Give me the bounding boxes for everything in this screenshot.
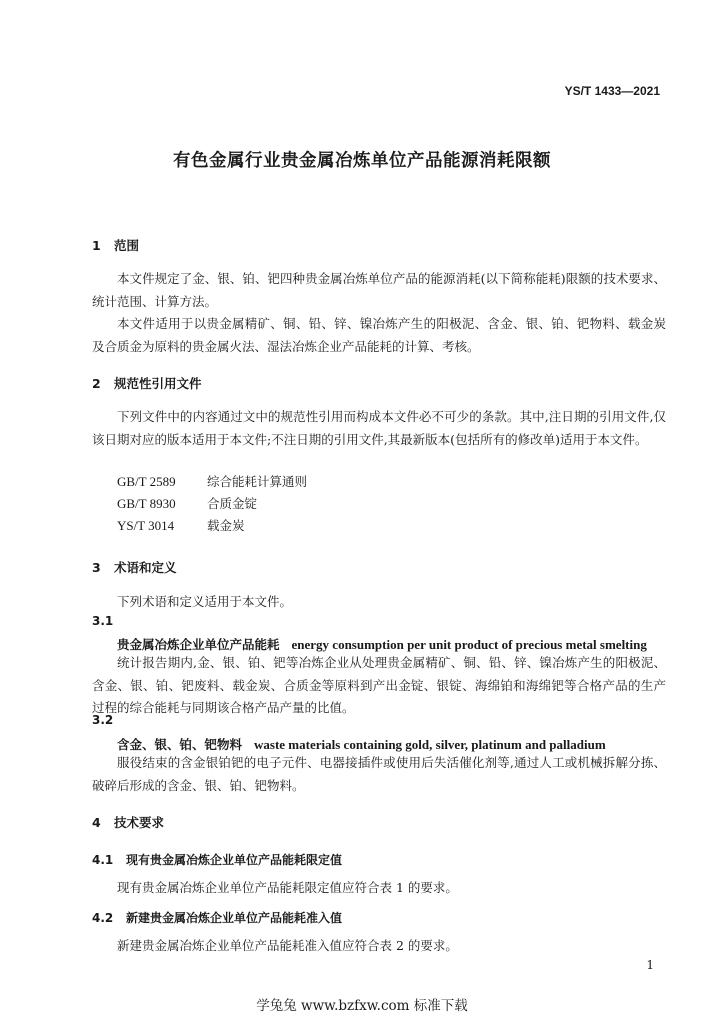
- subsection-number: 4.1: [92, 853, 114, 867]
- reference-code: YS/T 3014: [117, 518, 175, 533]
- subsection-4-2-heading: [92, 909, 342, 926]
- term-heading: [117, 635, 647, 653]
- term-number: 3.2: [92, 713, 114, 727]
- section-title: 技术要求: [114, 815, 165, 830]
- paragraph: 现有贵金属冶炼企业单位产品能耗限定值应符合表 1 的要求。: [117, 880, 458, 895]
- standard-code: YS/T 1433—2021: [564, 84, 660, 98]
- reference-title: 合质金锭: [207, 496, 258, 511]
- section-4-heading: [92, 813, 164, 831]
- section-number: 3: [92, 560, 101, 575]
- paragraph: 本文件适用于以贵金属精矿、铜、铅、锌、镍冶炼产生的阳极泥、含金、银、铂、钯物料、载金炭及合质金为原料的贵金属火法、湿法冶炼企业产品能耗的计算、考核。: [92, 316, 666, 354]
- subsection-title: 现有贵金属冶炼企业单位产品能耗限定值: [126, 853, 343, 867]
- reference-item: [117, 494, 257, 512]
- section-1-heading: [92, 236, 139, 254]
- reference-title: 综合能耗计算通则: [207, 474, 308, 489]
- reference-code: GB/T 8930: [117, 496, 176, 511]
- term-en: energy consumption per unit product of precious metal smelting: [291, 637, 647, 652]
- reference-title: 载金炭: [207, 518, 245, 533]
- term-en: waste materials containing gold, silver, platinum and palladium: [254, 737, 606, 752]
- subsection-number: 4.2: [92, 911, 114, 925]
- term-heading: [117, 735, 606, 753]
- section-number: 1: [92, 238, 101, 253]
- term-definition: 服役结束的含金银铂钯的电子元件、电器接插件或使用后失活催化剂等,通过人工或机械拆解分拣、破碎后形成的含金、银、铂、钯物料。: [92, 755, 666, 793]
- section-number: 2: [92, 376, 101, 391]
- reference-item: [117, 472, 307, 490]
- section-title: 规范性引用文件: [114, 376, 202, 391]
- reference-item: [117, 516, 245, 534]
- subsection-title: 新建贵金属冶炼企业单位产品能耗准入值: [126, 911, 343, 925]
- paragraph: 下列文件中的内容通过文中的规范性引用而构成本文件必不可少的条款。其中,注日期的引用文件,仅该日期对应的版本适用于本文件;不注日期的引用文件,其最新版本(包括所有的修改单)适用于本文件。: [92, 409, 666, 447]
- section-title: 术语和定义: [114, 560, 177, 575]
- paragraph: 本文件规定了金、银、铂、钯四种贵金属冶炼单位产品的能源消耗(以下简称能耗)限额的技术要求、统计范围、计算方法。: [92, 271, 666, 309]
- section-2-heading: [92, 374, 202, 392]
- footer-watermark: 学兔兔 www.bzfxw.com 标准下载: [256, 998, 468, 1014]
- reference-code: GB/T 2589: [117, 474, 176, 489]
- page-number: 1: [646, 958, 654, 972]
- term-cn: 贵金属冶炼企业单位产品能耗: [117, 637, 280, 652]
- terms-intro: 下列术语和定义适用于本文件。: [117, 594, 293, 609]
- term-number: 3.1: [92, 614, 114, 628]
- section-title: 范围: [114, 238, 140, 253]
- subsection-4-1-heading: [92, 851, 342, 868]
- term-definition: 统计报告期内,金、银、铂、钯等冶炼企业从处理贵金属精矿、铜、铅、锌、镍冶炼产生的阳极泥、含金、银、铂、钯废料、载金炭、合质金等原料到产出金锭、银锭、海绵铂和海绵钯等合格产品的生产过程的综合能耗与同期该合格产品产量的比值。: [92, 655, 666, 715]
- paragraph: 新建贵金属冶炼企业单位产品能耗准入值应符合表 2 的要求。: [117, 938, 458, 953]
- section-number: 4: [92, 815, 101, 830]
- section-3-heading: [92, 558, 177, 576]
- document-title: 有色金属行业贵金属冶炼单位产品能源消耗限额: [173, 151, 551, 171]
- term-cn: 含金、银、铂、钯物料: [117, 737, 243, 752]
